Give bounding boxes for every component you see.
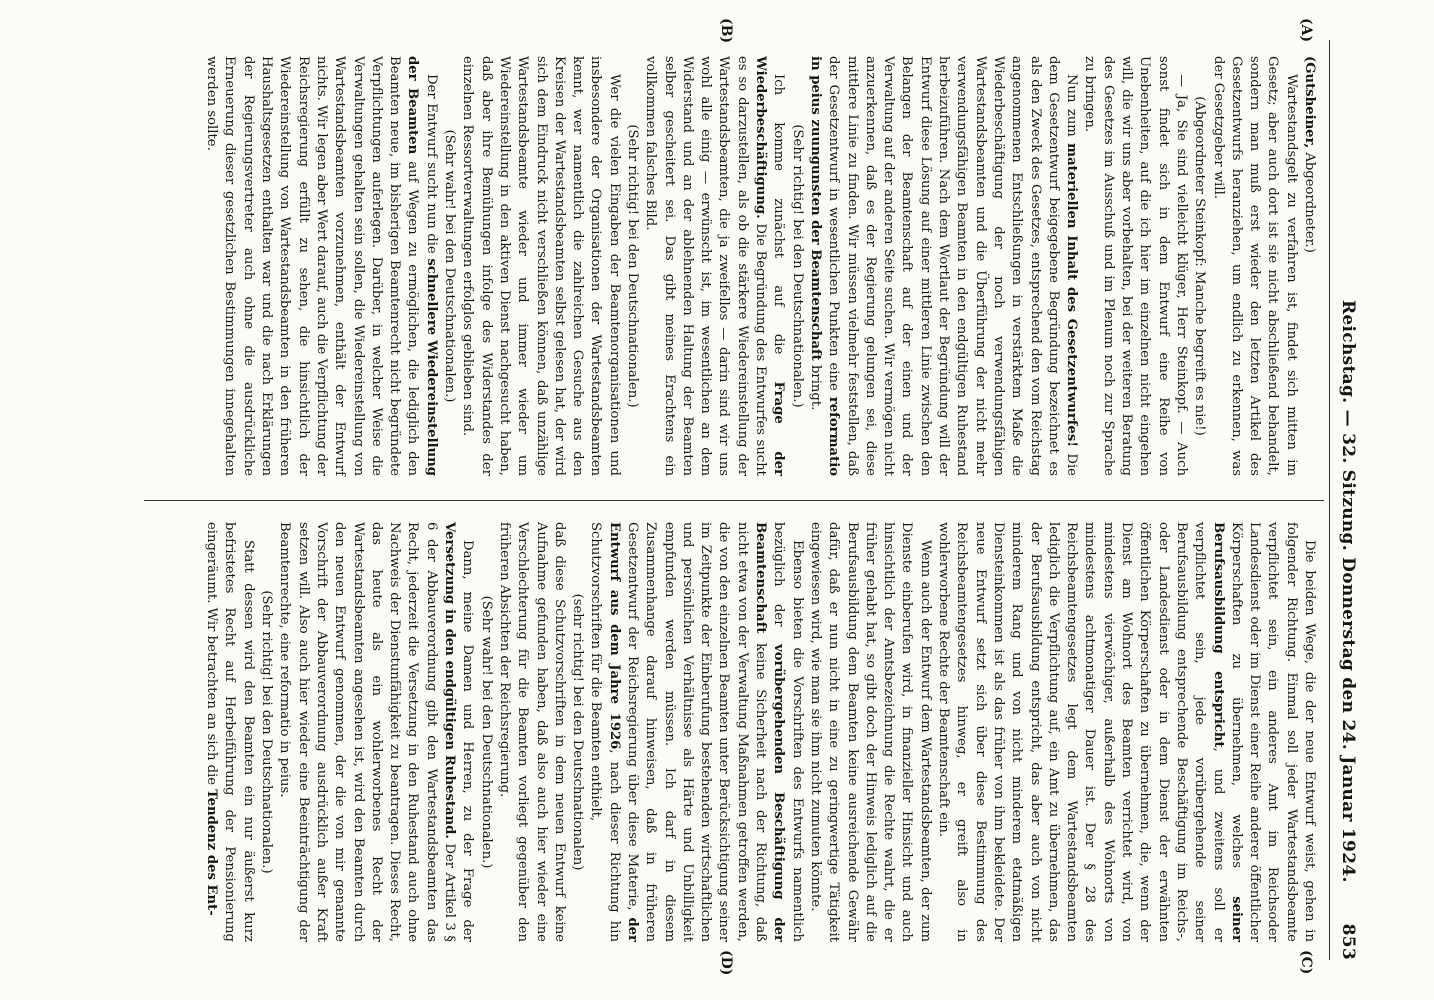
paragraph: daß diese Schutzvorschriften in dem neuen Entwurf keine Aufnahme gefunden haben, daß also auch hier wieder eine Verschlechterung für die Beamten vorliegt gegenüber den früheren Absichten der Reichsregierung. <box>496 522 567 942</box>
paragraph: Wer die vielen Eingaben der Beamtenorganisationen und insbesondere der Organisationen der Wartestandsbeamten kennt, wer namentlich die zahlreichen Gesuche aus den Kreisen der Wartestandsbeamten selbst gelesen hat, der wird sich dem Eindruck nicht verschließen können, daß unzählige Wartestandsbeamte wieder und immer wieder um Wiedereinstellung in den aktiven Dienst nachgesucht haben, daß aber ihre Bemühungen infolge des Widerstandes der einzelnen Ressortverwaltungen erfolglos geblieben sind. <box>460 56 622 476</box>
paragraph: Wartestandsgelt zu verfahren ist, findet sich mitten im Gesetz; aber auch dort ist sie nicht abschließend behandelt, sondern man muß erst wieder den letzten Artikel des Gesetzentwurfs heranziehen, um endlich zu erkennen, was der Gesetzgeber will. <box>1210 56 1299 476</box>
right-column <box>202 522 1318 942</box>
page-number: 853 <box>1338 923 1358 960</box>
margin-marker-d: (D) <box>718 950 734 976</box>
interjection: (Sehr wahr! bei den Deutschnationalen.) <box>442 129 458 403</box>
paragraph: Wenn auch der Entwurf dem Wartestandsbeamten, der zum Dienste einberufen wird, in finanzieller Hinsicht und auch hinsichtlich der Amtsbezeichnung die Rechte wahrt, die er früher gehabt hat, so gibt doch der Hinweis lediglich auf die Berufsausbildung dem Beamten keine ausreichende Gewähr dafür, daß er nun nicht in eine zu geringwertige Tätigkeit eingewiesen wird, wie man sie ihm nicht zumuten könnte. <box>807 522 933 942</box>
column-rule <box>144 500 1324 501</box>
margin-marker-b: (B) <box>718 18 734 44</box>
margin-marker-c: (C) <box>1298 950 1314 975</box>
paragraph: Nun zum materiellen Inhalt des Gesetzentwurfes! Die dem Gesetzentwurf beigegebene Begründung bezeichnet es als den Zweck des Gesetzes, entsprechend den vom Reichstag angenommenen Entschließungen in verstärktem Maße die Wiederbeschäftigung der noch verwendungsfähigen Wartestandsbeamten und die Überführung der nicht mehr verwendungsfähigen Beamten in den endgültigen Ruhestand herbeizuführen. Nach dem Wortlaut der Begründung will der Entwurf diese Lösung auf einer mittleren Linie zwischen den Belangen der Beamtenschaft auf der einen und der Verwaltung auf der anderen Seite suchen. Wir vermögen nicht anzuerkennen, daß es der Regierung gelungen sei, diese mittlere Linie zu finden. Wir müssen vielmehr feststellen, daß der Gesetzentwurf in wesentlichen Punkten eine reformatio in peius zuungunsten der Beamtenschaft bringt. <box>807 56 1080 476</box>
paragraph: (Gutsheiner, Abgeordneter.) <box>1302 56 1317 253</box>
paragraph: Ebenso bieten die Vorschriften des Entwurfs namentlich bezüglich der vorübergehenden Beschäftigung der Beamtenschaft keine Sicherheit nach der Richtung, daß nicht etwa von der Verwaltung Maßnahmen getroffen werden, die von den einzelnen Beamten unter Berücksichtigung seiner im Zeitpunkte der Einberufung bestehenden wirtschaftlichen und persönlichen Verhältnisse als Härte und Unbilligkeit empfunden werden müssen. Ich darf in diesem Zusammenhange darauf hinweisen, daß in früheren Gesetzentwurf der Reichsregierung über diese Materie, der Entwurf aus dem Jahre 1926, nach dieser Richtung hin Schutzvorschriften für die Beamten enthielt, <box>588 522 805 942</box>
paragraph: Dann, meine Damen und Herren, zu der Frage der Versetzung in den endgültigen Ruhestand. Der Artikel 3 § 6 der Abbauverordnung gibt den Wartestandsbeamten das Recht, jederzeit die Versetzung in den Ruhestand auch ohne Nachweis der Dienstunfähigkeit zu beantragen. Dieses Recht, das heute als ein wohlerworbenes Recht der Wartestandsbeamten angesehen ist, wird den Beamten durch den neuen Entwurf genommen, der die von mir genannte Vorschrift der Abbauverordnung ausdrücklich außer Kraft setzen will. Also auch hier wieder eine Beeinträchtigung der Beamtenrechte, eine reformatio in peius. <box>277 522 476 942</box>
paragraph: Der Entwurf sucht nun die schnellere Wiedereinstellung der Beamten auf Wegen zu ermöglichen, die lediglich den Beamten neue, im bisherigen Beamtenrecht nicht begründete Verpflichtungen auferlegen. Darüber, in welcher Weise die Verwaltungen gehalten sein sollen, die Wiedereinstellung von Wartestandsbeamten vorzunehmen, enthält der Entwurf nichts. Wir legen aber Wert darauf, auch die Verpflichtung der Reichsregierung erfüllt zu sehen, die hinsichtlich der Wiedereinstellung von Wartestandsbeamten in den früheren Haushaltsgesetzen enthalten war und die nach Erklärungen der Regierungsvertreter auch ohne die ausdrückliche Erneuerung dieser gesetzlichen Bestimmungen innegehalten werden sollte. <box>204 56 439 476</box>
paragraph: Ich komme zunächst auf die Frage der Wiederbeschäftigung. Die Begründung des Entwurfes sucht es so darzustellen, als ob die stärkere Wiedereinstellung der Wartestandsbeamten, die ja zweifellos — darin sind wir uns wohl alle einig — erwünscht ist, im wesentlichen an dem Widerstand und an der ablehnenden Haltung der Beamten selber gescheitert sei. Das gibt meines Erachtens ein vollkommen falsches Bild. <box>643 56 787 476</box>
page-title: Reichstag. — 32. Sitzung. Donnerstag den 24. Januar 1924. <box>1338 300 1358 883</box>
interjection: (Sehr richtig! bei den Deutschnationalen.) <box>625 124 641 408</box>
interjection: (Sehr richtig! bei den Deutschnationalen.) <box>259 590 275 874</box>
interjection: (sehr richtig! bei den Deutschnationalen) <box>570 593 586 871</box>
page-header <box>1328 40 1364 960</box>
paragraph: Statt dessen wird den Beamten ein nur äußerst kurz befristetes Recht auf Herbeiführung der Pensionierung eingeräumt. Wir betrachten an sich die Tendenz des Ent- <box>204 522 256 942</box>
paragraph: Die beiden Wege, die der neue Entwurf weist, gehen in folgender Richtung. Einmal soll jeder Wartestandsbeamte verpflichtet sein, ein anderes Amt im Reichsoder Landesdienst oder im Dienst einer Reihe anderer öffentlicher Körperschaften zu übernehmen, welches seiner Berufsausbildung entspricht, und zweitens soll er verpflichtet sein, jede vorübergehende seiner Berufsausbildung entsprechende Beschäftigung im Reichs-, oder Landesdienst oder in dem Dienst der erwähnten öffentlichen Körperschaften zu übernehmen, die, wenn der Dienst am Wohnort des Beamten verrichtet wird, von mindestens vierwöchiger, außerhalb des Wohnorts von mindestens achtmonatiger Dauer ist. Der § 28 des Reichsbeamtengesetzes legt dem Wartestandsbeamten lediglich die Verpflichtung auf, ein Amt zu übernehmen, das der Berufsausbildung entspricht, das aber auch von nicht minderem Rang und von nicht minderem etatmäßigen Diensteinkommen ist als das früher von ihm bekleidete. Der neue Entwurf setzt sich über diese Bestimmung des Reichsbeamtengesetzes hinweg, er greift also in wohlerworbene Rechte der Beamtenschaft ein. <box>936 522 1317 942</box>
interjection: (Sehr richtig! bei den Deutschnationalen.) <box>789 124 805 408</box>
left-column <box>202 56 1318 476</box>
interjection: (Sehr wahr! bei den Deutschnationalen.) <box>478 595 494 869</box>
interjection: (Abgeordneter Steinkopf: Manche begreift es nie!) <box>1192 96 1208 436</box>
margin-marker-a: (A) <box>1298 18 1314 43</box>
header-rule <box>1329 40 1330 960</box>
paragraph: — Ja, Sie sind vielleicht klüger, Herr Steinkopf. — Auch sonst findet sich in dem Entwurf eine Reihe von Unebenheiten, auf die ich hier im einzelnen nicht eingehen will, die wir uns aber vorbehalten, bei der weiteren Beratung des Gesetzes im Ausschuß und im Plenum noch zur Sprache zu bringen. <box>1082 56 1189 476</box>
